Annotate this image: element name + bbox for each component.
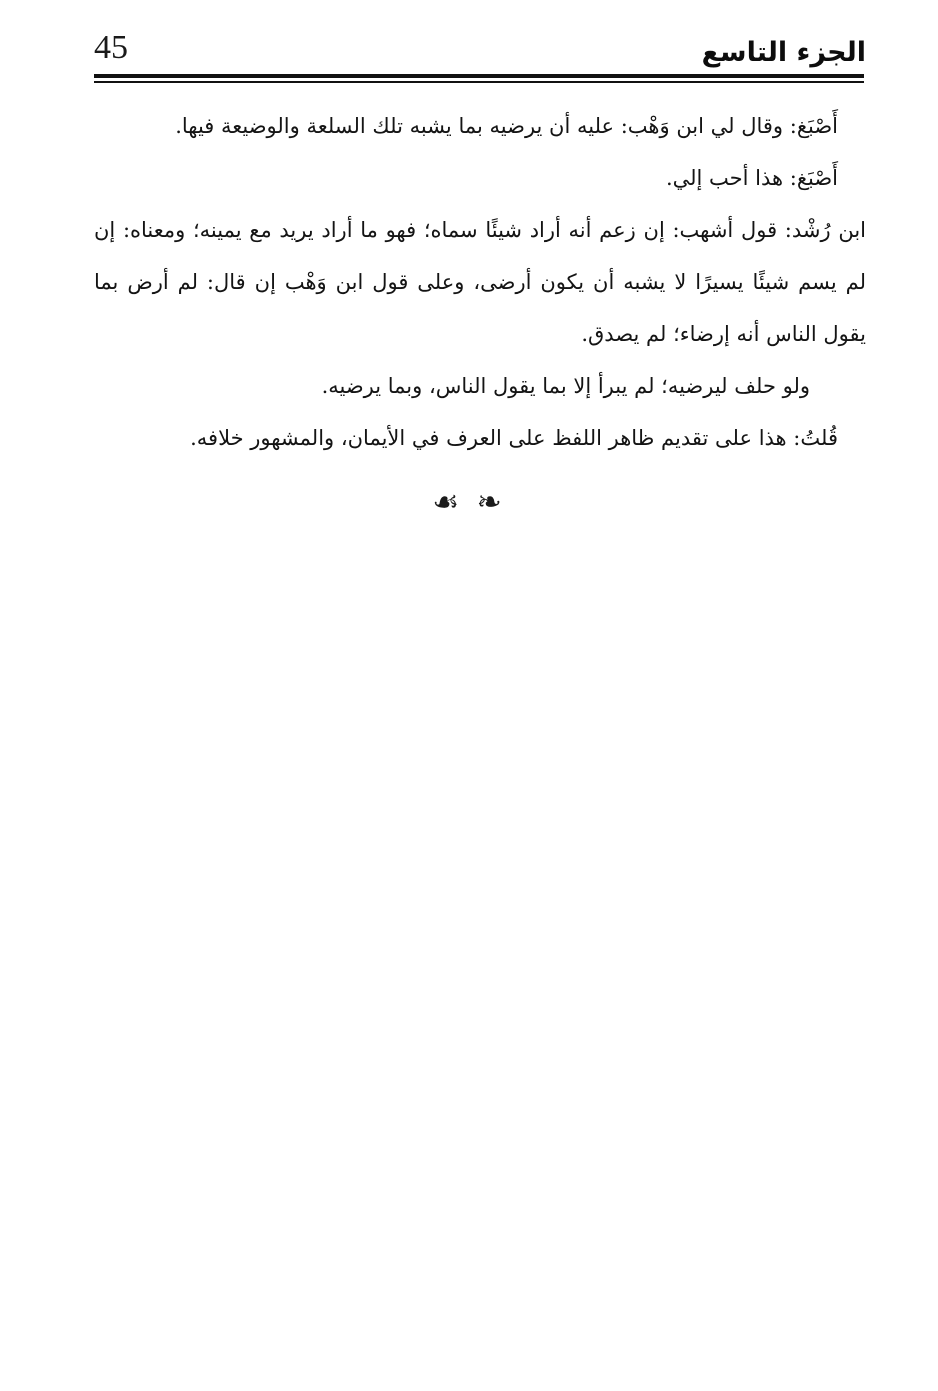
paragraph-qultu: قُلتُ: هذا على تقديم ظاهر اللفظ على العرف في الأيمان، والمشهور خلافه. <box>190 426 838 450</box>
page-number: 45 <box>94 29 128 66</box>
paragraph-ibn-rushd: ابن رُشْد: قول أشهب: إن زعم أنه أراد شيئًا سماه؛ فهو ما أراد يريد مع يمينه؛ ومعناه: إن لم يسم شيئًا يسيرًا لا يشبه أن يكون أرضى، وعلى قول ابن وَهْب إن قال: لم أرض بما يقول الناس أنه إرضاء؛ لم يصدق. <box>94 218 866 346</box>
paragraph-asbagh-opinion: أَصْبَغ: هذا أحب إلي. <box>665 166 838 190</box>
running-title: الجزء التاسع <box>701 37 866 68</box>
paragraph-oath: ولو حلف ليرضيه؛ لم يبرأ إلا بما يقول الناس، وبما يرضيه. <box>321 374 810 398</box>
body-text <box>94 100 866 464</box>
section-end-ornament: ☙ ❧ <box>432 485 506 520</box>
header-rule-thick <box>94 74 864 78</box>
paragraph-asbagh-ibn-wahb: أَصْبَغ: وقال لي ابن وَهْب: عليه أن يرضيه بما يشبه تلك السلعة والوضيعة فيها. <box>175 114 838 138</box>
header-rule-thin <box>94 81 864 83</box>
